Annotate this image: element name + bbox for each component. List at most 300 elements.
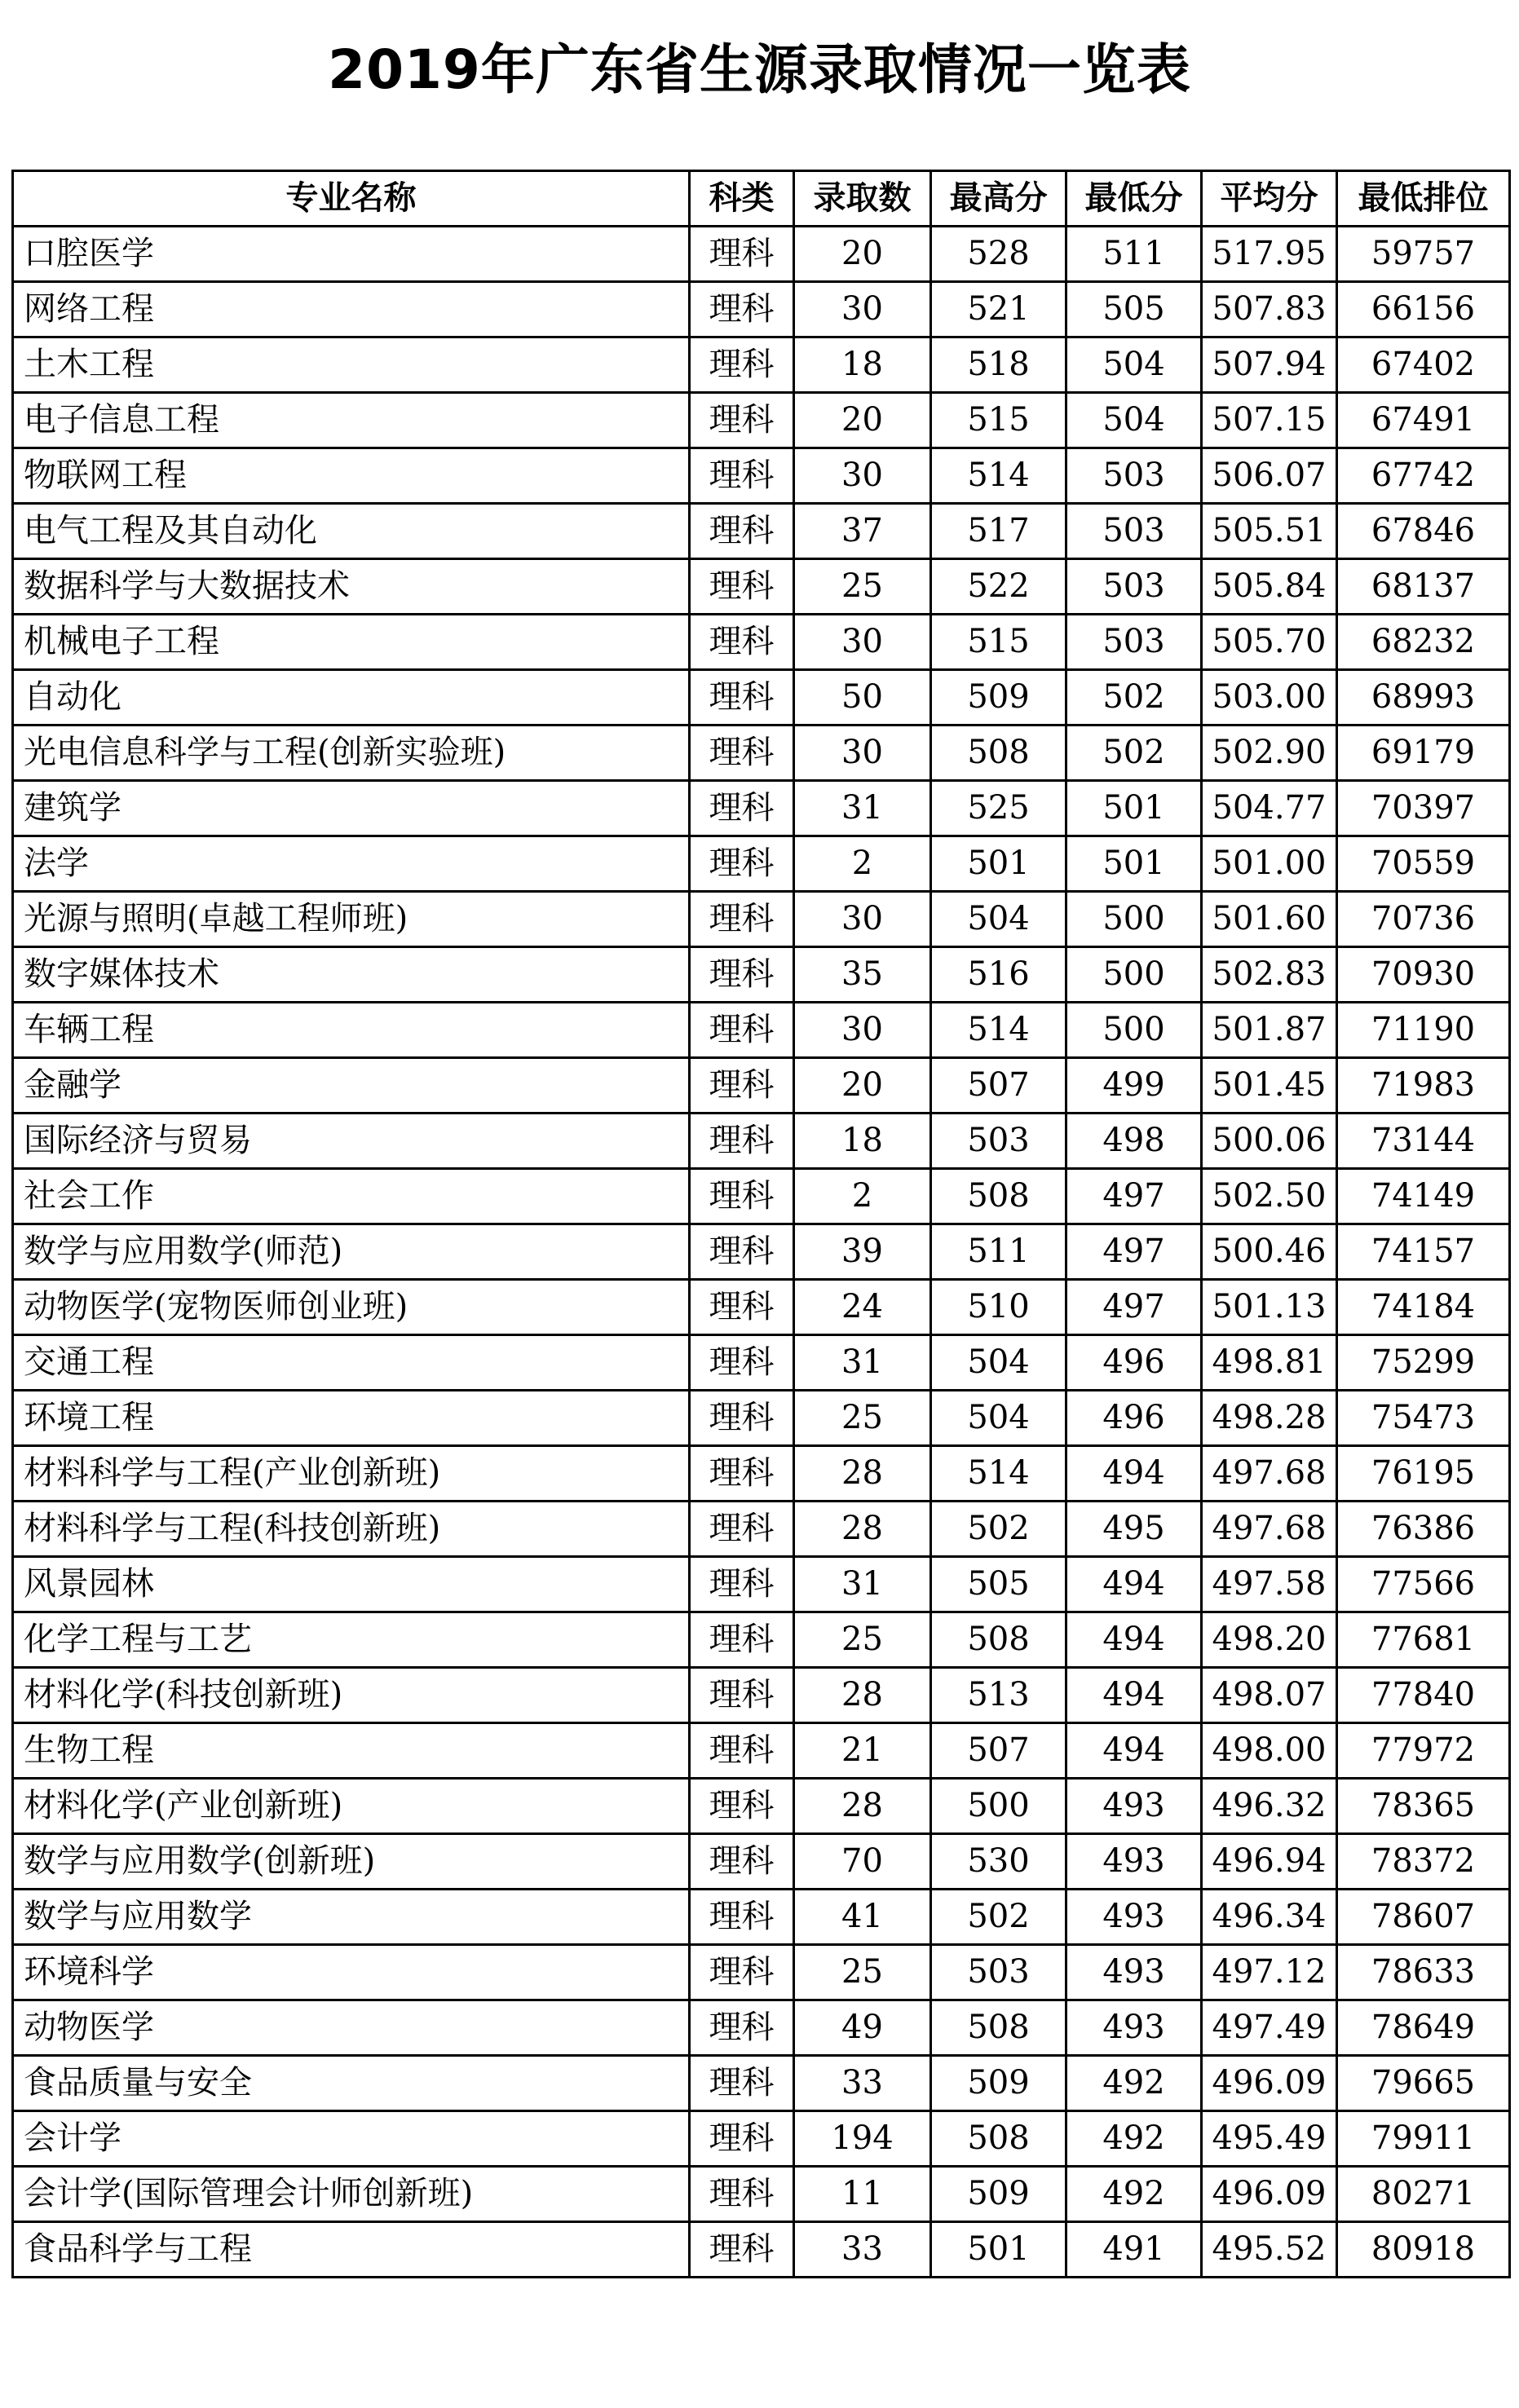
cell-major: 风景园林 xyxy=(13,1557,690,1612)
cell-highest-score: 508 xyxy=(931,2000,1066,2056)
cell-lowest-rank: 67846 xyxy=(1337,504,1510,559)
cell-major: 物联网工程 xyxy=(13,448,690,504)
cell-average-score: 501.87 xyxy=(1202,1003,1337,1058)
cell-highest-score: 530 xyxy=(931,1834,1066,1890)
cell-lowest-rank: 67742 xyxy=(1337,448,1510,504)
cell-average-score: 503.00 xyxy=(1202,670,1337,725)
cell-admitted-count: 33 xyxy=(794,2222,931,2278)
table-row xyxy=(13,504,1510,559)
cell-major: 土木工程 xyxy=(13,337,690,393)
cell-average-score: 506.07 xyxy=(1202,448,1337,504)
cell-lowest-score: 501 xyxy=(1066,781,1202,836)
cell-average-score: 496.09 xyxy=(1202,2056,1337,2111)
table-row xyxy=(13,1058,1510,1114)
cell-admitted-count: 2 xyxy=(794,1169,931,1224)
cell-admitted-count: 31 xyxy=(794,781,931,836)
cell-admitted-count: 21 xyxy=(794,1723,931,1779)
cell-lowest-score: 494 xyxy=(1066,1612,1202,1668)
table-row xyxy=(13,1335,1510,1391)
table-row xyxy=(13,1779,1510,1834)
cell-highest-score: 510 xyxy=(931,1280,1066,1335)
cell-admitted-count: 30 xyxy=(794,725,931,781)
cell-lowest-score: 503 xyxy=(1066,448,1202,504)
cell-lowest-score: 494 xyxy=(1066,1668,1202,1723)
cell-lowest-score: 502 xyxy=(1066,670,1202,725)
cell-lowest-rank: 70397 xyxy=(1337,781,1510,836)
cell-lowest-score: 503 xyxy=(1066,615,1202,670)
cell-major: 电气工程及其自动化 xyxy=(13,504,690,559)
cell-highest-score: 509 xyxy=(931,2056,1066,2111)
cell-highest-score: 508 xyxy=(931,1612,1066,1668)
table-row xyxy=(13,227,1510,282)
cell-category: 理科 xyxy=(690,1003,794,1058)
cell-lowest-rank: 79665 xyxy=(1337,2056,1510,2111)
cell-admitted-count: 30 xyxy=(794,892,931,947)
cell-admitted-count: 2 xyxy=(794,836,931,892)
cell-category: 理科 xyxy=(690,2056,794,2111)
cell-category: 理科 xyxy=(690,615,794,670)
cell-lowest-rank: 70559 xyxy=(1337,836,1510,892)
cell-lowest-rank: 77972 xyxy=(1337,1723,1510,1779)
cell-average-score: 497.68 xyxy=(1202,1502,1337,1557)
cell-category: 理科 xyxy=(690,1224,794,1280)
cell-average-score: 497.68 xyxy=(1202,1446,1337,1502)
cell-lowest-score: 501 xyxy=(1066,836,1202,892)
cell-lowest-rank: 67491 xyxy=(1337,393,1510,448)
cell-major: 动物医学 xyxy=(13,2000,690,2056)
table-row xyxy=(13,1224,1510,1280)
cell-major: 环境工程 xyxy=(13,1391,690,1446)
cell-major: 动物医学(宠物医师创业班) xyxy=(13,1280,690,1335)
cell-lowest-score: 498 xyxy=(1066,1114,1202,1169)
cell-lowest-score: 499 xyxy=(1066,1058,1202,1114)
cell-average-score: 505.70 xyxy=(1202,615,1337,670)
cell-major: 材料化学(产业创新班) xyxy=(13,1779,690,1834)
cell-lowest-rank: 76195 xyxy=(1337,1446,1510,1502)
cell-lowest-rank: 68137 xyxy=(1337,559,1510,615)
table-row xyxy=(13,2111,1510,2167)
table-row xyxy=(13,2000,1510,2056)
table-row xyxy=(13,836,1510,892)
header-average-score: 平均分 xyxy=(1202,171,1337,227)
cell-average-score: 500.06 xyxy=(1202,1114,1337,1169)
cell-admitted-count: 30 xyxy=(794,282,931,337)
cell-admitted-count: 25 xyxy=(794,1612,931,1668)
cell-admitted-count: 70 xyxy=(794,1834,931,1890)
table-body xyxy=(13,227,1510,2278)
cell-lowest-score: 504 xyxy=(1066,393,1202,448)
cell-major: 材料科学与工程(科技创新班) xyxy=(13,1502,690,1557)
table-row xyxy=(13,781,1510,836)
cell-major: 数学与应用数学(创新班) xyxy=(13,1834,690,1890)
cell-average-score: 501.60 xyxy=(1202,892,1337,947)
cell-lowest-rank: 80918 xyxy=(1337,2222,1510,2278)
cell-category: 理科 xyxy=(690,1391,794,1446)
table-row xyxy=(13,337,1510,393)
cell-admitted-count: 194 xyxy=(794,2111,931,2167)
cell-highest-score: 518 xyxy=(931,337,1066,393)
cell-major: 食品科学与工程 xyxy=(13,2222,690,2278)
cell-category: 理科 xyxy=(690,836,794,892)
cell-highest-score: 515 xyxy=(931,393,1066,448)
header-lowest-score: 最低分 xyxy=(1066,171,1202,227)
cell-average-score: 501.13 xyxy=(1202,1280,1337,1335)
cell-highest-score: 514 xyxy=(931,1446,1066,1502)
admissions-table xyxy=(11,170,1511,2278)
cell-major: 社会工作 xyxy=(13,1169,690,1224)
cell-highest-score: 513 xyxy=(931,1668,1066,1723)
cell-major: 会计学 xyxy=(13,2111,690,2167)
cell-average-score: 496.94 xyxy=(1202,1834,1337,1890)
cell-lowest-rank: 73144 xyxy=(1337,1114,1510,1169)
cell-average-score: 504.77 xyxy=(1202,781,1337,836)
cell-lowest-score: 496 xyxy=(1066,1391,1202,1446)
table-row xyxy=(13,615,1510,670)
cell-admitted-count: 20 xyxy=(794,227,931,282)
cell-highest-score: 508 xyxy=(931,2111,1066,2167)
cell-lowest-rank: 74157 xyxy=(1337,1224,1510,1280)
cell-average-score: 497.58 xyxy=(1202,1557,1337,1612)
cell-highest-score: 521 xyxy=(931,282,1066,337)
cell-lowest-score: 492 xyxy=(1066,2167,1202,2222)
cell-lowest-rank: 66156 xyxy=(1337,282,1510,337)
cell-admitted-count: 41 xyxy=(794,1890,931,1945)
cell-highest-score: 509 xyxy=(931,670,1066,725)
header-lowest-rank: 最低排位 xyxy=(1337,171,1510,227)
table-row xyxy=(13,1391,1510,1446)
cell-lowest-score: 505 xyxy=(1066,282,1202,337)
cell-highest-score: 508 xyxy=(931,725,1066,781)
cell-highest-score: 514 xyxy=(931,448,1066,504)
header-category: 科类 xyxy=(690,171,794,227)
cell-lowest-rank: 77681 xyxy=(1337,1612,1510,1668)
cell-major: 口腔医学 xyxy=(13,227,690,282)
cell-lowest-score: 495 xyxy=(1066,1502,1202,1557)
cell-category: 理科 xyxy=(690,1280,794,1335)
table-row xyxy=(13,1890,1510,1945)
cell-highest-score: 502 xyxy=(931,1890,1066,1945)
cell-lowest-rank: 67402 xyxy=(1337,337,1510,393)
cell-highest-score: 503 xyxy=(931,1945,1066,2000)
cell-category: 理科 xyxy=(690,1502,794,1557)
table-row xyxy=(13,282,1510,337)
cell-highest-score: 511 xyxy=(931,1224,1066,1280)
cell-admitted-count: 50 xyxy=(794,670,931,725)
table-row xyxy=(13,1169,1510,1224)
cell-lowest-rank: 75299 xyxy=(1337,1335,1510,1391)
cell-average-score: 517.95 xyxy=(1202,227,1337,282)
cell-major: 材料化学(科技创新班) xyxy=(13,1668,690,1723)
cell-admitted-count: 30 xyxy=(794,448,931,504)
cell-major: 国际经济与贸易 xyxy=(13,1114,690,1169)
cell-admitted-count: 30 xyxy=(794,615,931,670)
cell-major: 交通工程 xyxy=(13,1335,690,1391)
cell-admitted-count: 24 xyxy=(794,1280,931,1335)
cell-lowest-rank: 77840 xyxy=(1337,1668,1510,1723)
cell-admitted-count: 11 xyxy=(794,2167,931,2222)
table-row xyxy=(13,725,1510,781)
cell-major: 数学与应用数学(师范) xyxy=(13,1224,690,1280)
cell-admitted-count: 31 xyxy=(794,1557,931,1612)
cell-lowest-score: 500 xyxy=(1066,947,1202,1003)
cell-highest-score: 500 xyxy=(931,1779,1066,1834)
cell-category: 理科 xyxy=(690,781,794,836)
cell-category: 理科 xyxy=(690,282,794,337)
cell-lowest-score: 493 xyxy=(1066,1890,1202,1945)
cell-lowest-rank: 74149 xyxy=(1337,1169,1510,1224)
cell-highest-score: 507 xyxy=(931,1058,1066,1114)
cell-lowest-score: 496 xyxy=(1066,1335,1202,1391)
cell-major: 建筑学 xyxy=(13,781,690,836)
cell-major: 材料科学与工程(产业创新班) xyxy=(13,1446,690,1502)
cell-category: 理科 xyxy=(690,1779,794,1834)
cell-major: 车辆工程 xyxy=(13,1003,690,1058)
cell-average-score: 501.00 xyxy=(1202,836,1337,892)
cell-category: 理科 xyxy=(690,947,794,1003)
cell-highest-score: 501 xyxy=(931,836,1066,892)
cell-highest-score: 509 xyxy=(931,2167,1066,2222)
cell-category: 理科 xyxy=(690,1169,794,1224)
cell-lowest-score: 494 xyxy=(1066,1723,1202,1779)
cell-admitted-count: 49 xyxy=(794,2000,931,2056)
cell-lowest-rank: 70930 xyxy=(1337,947,1510,1003)
cell-admitted-count: 25 xyxy=(794,1391,931,1446)
cell-major: 数学与应用数学 xyxy=(13,1890,690,1945)
cell-lowest-score: 502 xyxy=(1066,725,1202,781)
cell-major: 环境科学 xyxy=(13,1945,690,2000)
table-row xyxy=(13,1280,1510,1335)
cell-major: 数字媒体技术 xyxy=(13,947,690,1003)
cell-lowest-score: 493 xyxy=(1066,1834,1202,1890)
cell-average-score: 498.00 xyxy=(1202,1723,1337,1779)
cell-admitted-count: 28 xyxy=(794,1779,931,1834)
cell-admitted-count: 31 xyxy=(794,1335,931,1391)
cell-admitted-count: 20 xyxy=(794,1058,931,1114)
cell-highest-score: 517 xyxy=(931,504,1066,559)
cell-category: 理科 xyxy=(690,1335,794,1391)
cell-category: 理科 xyxy=(690,1668,794,1723)
cell-major: 生物工程 xyxy=(13,1723,690,1779)
cell-average-score: 497.49 xyxy=(1202,2000,1337,2056)
cell-average-score: 505.84 xyxy=(1202,559,1337,615)
cell-lowest-score: 494 xyxy=(1066,1557,1202,1612)
cell-major: 化学工程与工艺 xyxy=(13,1612,690,1668)
table-header-row xyxy=(13,171,1510,227)
cell-highest-score: 528 xyxy=(931,227,1066,282)
cell-category: 理科 xyxy=(690,1945,794,2000)
cell-lowest-score: 497 xyxy=(1066,1280,1202,1335)
cell-category: 理科 xyxy=(690,1612,794,1668)
cell-lowest-rank: 71983 xyxy=(1337,1058,1510,1114)
table-row xyxy=(13,1114,1510,1169)
table-row xyxy=(13,892,1510,947)
cell-lowest-rank: 69179 xyxy=(1337,725,1510,781)
cell-average-score: 498.07 xyxy=(1202,1668,1337,1723)
cell-admitted-count: 35 xyxy=(794,947,931,1003)
cell-major: 数据科学与大数据技术 xyxy=(13,559,690,615)
cell-highest-score: 501 xyxy=(931,2222,1066,2278)
cell-admitted-count: 28 xyxy=(794,1446,931,1502)
cell-highest-score: 507 xyxy=(931,1723,1066,1779)
cell-highest-score: 515 xyxy=(931,615,1066,670)
cell-admitted-count: 30 xyxy=(794,1003,931,1058)
cell-category: 理科 xyxy=(690,2111,794,2167)
cell-lowest-rank: 68232 xyxy=(1337,615,1510,670)
cell-major: 自动化 xyxy=(13,670,690,725)
cell-average-score: 507.15 xyxy=(1202,393,1337,448)
cell-admitted-count: 39 xyxy=(794,1224,931,1280)
cell-lowest-rank: 75473 xyxy=(1337,1391,1510,1446)
cell-highest-score: 502 xyxy=(931,1502,1066,1557)
cell-admitted-count: 20 xyxy=(794,393,931,448)
cell-average-score: 507.94 xyxy=(1202,337,1337,393)
cell-category: 理科 xyxy=(690,1114,794,1169)
table-row xyxy=(13,393,1510,448)
cell-category: 理科 xyxy=(690,892,794,947)
cell-average-score: 498.28 xyxy=(1202,1391,1337,1446)
cell-category: 理科 xyxy=(690,1058,794,1114)
cell-average-score: 495.52 xyxy=(1202,2222,1337,2278)
cell-lowest-score: 494 xyxy=(1066,1446,1202,1502)
header-admitted-count: 录取数 xyxy=(794,171,931,227)
table-row xyxy=(13,2056,1510,2111)
table-row xyxy=(13,1003,1510,1058)
cell-highest-score: 503 xyxy=(931,1114,1066,1169)
cell-lowest-rank: 78607 xyxy=(1337,1890,1510,1945)
cell-lowest-rank: 78372 xyxy=(1337,1834,1510,1890)
cell-lowest-score: 497 xyxy=(1066,1169,1202,1224)
cell-category: 理科 xyxy=(690,1446,794,1502)
cell-lowest-rank: 78365 xyxy=(1337,1779,1510,1834)
table-row xyxy=(13,1557,1510,1612)
table-row xyxy=(13,1612,1510,1668)
cell-category: 理科 xyxy=(690,1557,794,1612)
cell-lowest-score: 511 xyxy=(1066,227,1202,282)
cell-average-score: 496.09 xyxy=(1202,2167,1337,2222)
cell-major: 金融学 xyxy=(13,1058,690,1114)
cell-major: 法学 xyxy=(13,836,690,892)
cell-admitted-count: 25 xyxy=(794,559,931,615)
cell-major: 光电信息科学与工程(创新实验班) xyxy=(13,725,690,781)
cell-average-score: 495.49 xyxy=(1202,2111,1337,2167)
table-row xyxy=(13,670,1510,725)
cell-major: 电子信息工程 xyxy=(13,393,690,448)
table-row xyxy=(13,448,1510,504)
cell-average-score: 502.90 xyxy=(1202,725,1337,781)
cell-category: 理科 xyxy=(690,1723,794,1779)
cell-lowest-rank: 77566 xyxy=(1337,1557,1510,1612)
cell-lowest-score: 504 xyxy=(1066,337,1202,393)
cell-lowest-score: 500 xyxy=(1066,1003,1202,1058)
cell-lowest-score: 493 xyxy=(1066,1945,1202,2000)
cell-admitted-count: 28 xyxy=(794,1668,931,1723)
cell-average-score: 502.50 xyxy=(1202,1169,1337,1224)
table-row xyxy=(13,1723,1510,1779)
cell-lowest-score: 503 xyxy=(1066,559,1202,615)
cell-average-score: 498.81 xyxy=(1202,1335,1337,1391)
cell-highest-score: 504 xyxy=(931,892,1066,947)
cell-category: 理科 xyxy=(690,1890,794,1945)
cell-average-score: 505.51 xyxy=(1202,504,1337,559)
cell-category: 理科 xyxy=(690,393,794,448)
cell-category: 理科 xyxy=(690,448,794,504)
cell-average-score: 496.32 xyxy=(1202,1779,1337,1834)
cell-category: 理科 xyxy=(690,2222,794,2278)
cell-category: 理科 xyxy=(690,559,794,615)
cell-lowest-rank: 76386 xyxy=(1337,1502,1510,1557)
cell-lowest-score: 503 xyxy=(1066,504,1202,559)
cell-admitted-count: 33 xyxy=(794,2056,931,2111)
table-row xyxy=(13,2167,1510,2222)
cell-category: 理科 xyxy=(690,2167,794,2222)
cell-category: 理科 xyxy=(690,670,794,725)
cell-average-score: 507.83 xyxy=(1202,282,1337,337)
cell-category: 理科 xyxy=(690,725,794,781)
cell-category: 理科 xyxy=(690,1834,794,1890)
cell-lowest-score: 493 xyxy=(1066,1779,1202,1834)
cell-lowest-rank: 71190 xyxy=(1337,1003,1510,1058)
cell-highest-score: 525 xyxy=(931,781,1066,836)
cell-major: 机械电子工程 xyxy=(13,615,690,670)
cell-major: 光源与照明(卓越工程师班) xyxy=(13,892,690,947)
cell-major: 食品质量与安全 xyxy=(13,2056,690,2111)
document-title: 2019年广东省生源录取情况一览表 xyxy=(328,38,1191,101)
cell-average-score: 498.20 xyxy=(1202,1612,1337,1668)
cell-lowest-score: 491 xyxy=(1066,2222,1202,2278)
cell-lowest-rank: 70736 xyxy=(1337,892,1510,947)
cell-admitted-count: 37 xyxy=(794,504,931,559)
table-row xyxy=(13,1834,1510,1890)
cell-average-score: 502.83 xyxy=(1202,947,1337,1003)
cell-highest-score: 508 xyxy=(931,1169,1066,1224)
cell-category: 理科 xyxy=(690,337,794,393)
cell-major: 网络工程 xyxy=(13,282,690,337)
header-major: 专业名称 xyxy=(13,171,690,227)
table-row xyxy=(13,2222,1510,2278)
cell-lowest-rank: 78633 xyxy=(1337,1945,1510,2000)
cell-major: 会计学(国际管理会计师创新班) xyxy=(13,2167,690,2222)
cell-average-score: 501.45 xyxy=(1202,1058,1337,1114)
cell-lowest-rank: 79911 xyxy=(1337,2111,1510,2167)
cell-average-score: 500.46 xyxy=(1202,1224,1337,1280)
cell-highest-score: 522 xyxy=(931,559,1066,615)
table-row xyxy=(13,947,1510,1003)
cell-highest-score: 514 xyxy=(931,1003,1066,1058)
cell-category: 理科 xyxy=(690,504,794,559)
cell-lowest-rank: 68993 xyxy=(1337,670,1510,725)
cell-highest-score: 505 xyxy=(931,1557,1066,1612)
cell-average-score: 496.34 xyxy=(1202,1890,1337,1945)
cell-lowest-score: 492 xyxy=(1066,2056,1202,2111)
cell-admitted-count: 28 xyxy=(794,1502,931,1557)
cell-lowest-rank: 78649 xyxy=(1337,2000,1510,2056)
cell-lowest-score: 492 xyxy=(1066,2111,1202,2167)
table-row xyxy=(13,1502,1510,1557)
table-row xyxy=(13,1668,1510,1723)
cell-highest-score: 516 xyxy=(931,947,1066,1003)
table-row xyxy=(13,1446,1510,1502)
cell-highest-score: 504 xyxy=(931,1391,1066,1446)
cell-average-score: 497.12 xyxy=(1202,1945,1337,2000)
table-row xyxy=(13,1945,1510,2000)
cell-category: 理科 xyxy=(690,2000,794,2056)
cell-lowest-rank: 80271 xyxy=(1337,2167,1510,2222)
cell-highest-score: 504 xyxy=(931,1335,1066,1391)
cell-admitted-count: 25 xyxy=(794,1945,931,2000)
cell-admitted-count: 18 xyxy=(794,1114,931,1169)
cell-lowest-score: 500 xyxy=(1066,892,1202,947)
cell-lowest-score: 493 xyxy=(1066,2000,1202,2056)
